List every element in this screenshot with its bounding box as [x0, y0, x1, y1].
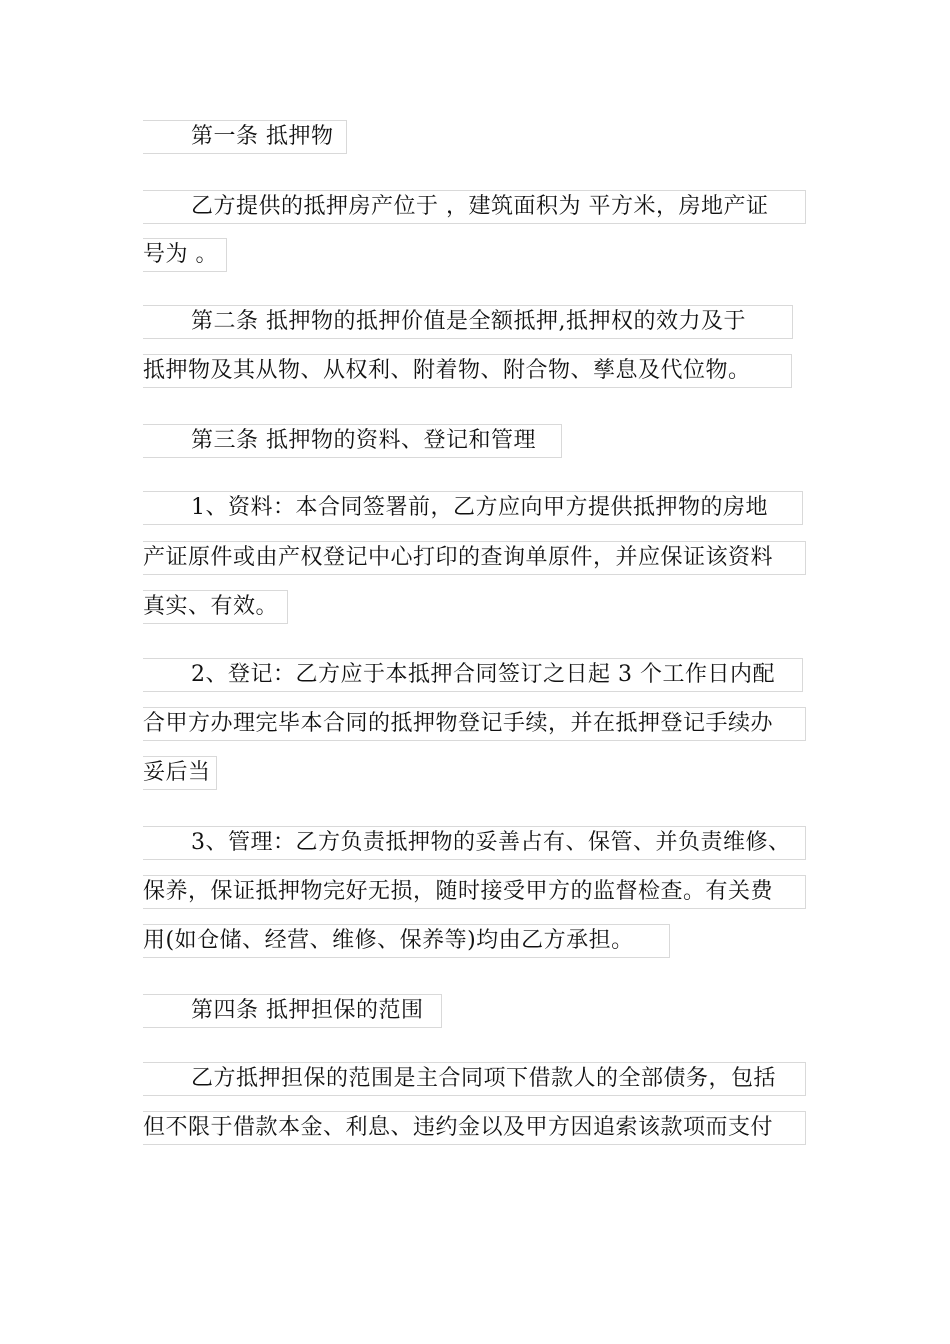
article-4-heading: 第四条 抵押担保的范围 — [143, 994, 442, 1028]
article-2-line-1: 第二条 抵押物的抵押价值是全额抵押,抵押权的效力及于 — [143, 305, 793, 339]
article-1-line-1: 乙方提供的抵押房产位于 ，建筑面积为 平方米，房地产证 — [143, 190, 806, 224]
item-1-line-3: 真实、有效。 — [143, 590, 288, 624]
item-2-line-1: 2、登记：乙方应于本抵押合同签订之日起 3 个工作日内配 — [143, 658, 803, 692]
article-2-line-2: 抵押物及其从物、从权利、附着物、附合物、孳息及代位物。 — [143, 354, 792, 388]
article-4-line-1: 乙方抵押担保的范围是主合同项下借款人的全部债务，包括 — [143, 1062, 806, 1096]
article-1-heading: 第一条 抵押物 — [143, 120, 347, 154]
item-3-line-3: 用(如仓储、经营、维修、保养等)均由乙方承担。 — [143, 924, 670, 958]
item-3-line-1: 3、管理：乙方负责抵押物的妥善占有、保管、并负责维修、 — [143, 826, 806, 860]
article-4-line-2: 但不限于借款本金、利息、违约金以及甲方因追索该款项而支付 — [143, 1111, 806, 1145]
item-3-line-2: 保养，保证抵押物完好无损，随时接受甲方的监督检查。有关费 — [143, 875, 806, 909]
item-1-line-2: 产证原件或由产权登记中心打印的查询单原件，并应保证该资料 — [143, 541, 806, 575]
article-3-heading: 第三条 抵押物的资料、登记和管理 — [143, 424, 562, 458]
article-1-line-2: 号为 。 — [143, 238, 227, 272]
item-2-line-2: 合甲方办理完毕本合同的抵押物登记手续，并在抵押登记手续办 — [143, 707, 806, 741]
item-1-line-1: 1、资料：本合同签署前，乙方应向甲方提供抵押物的房地 — [143, 491, 803, 525]
item-2-line-3: 妥后当 — [143, 756, 217, 790]
